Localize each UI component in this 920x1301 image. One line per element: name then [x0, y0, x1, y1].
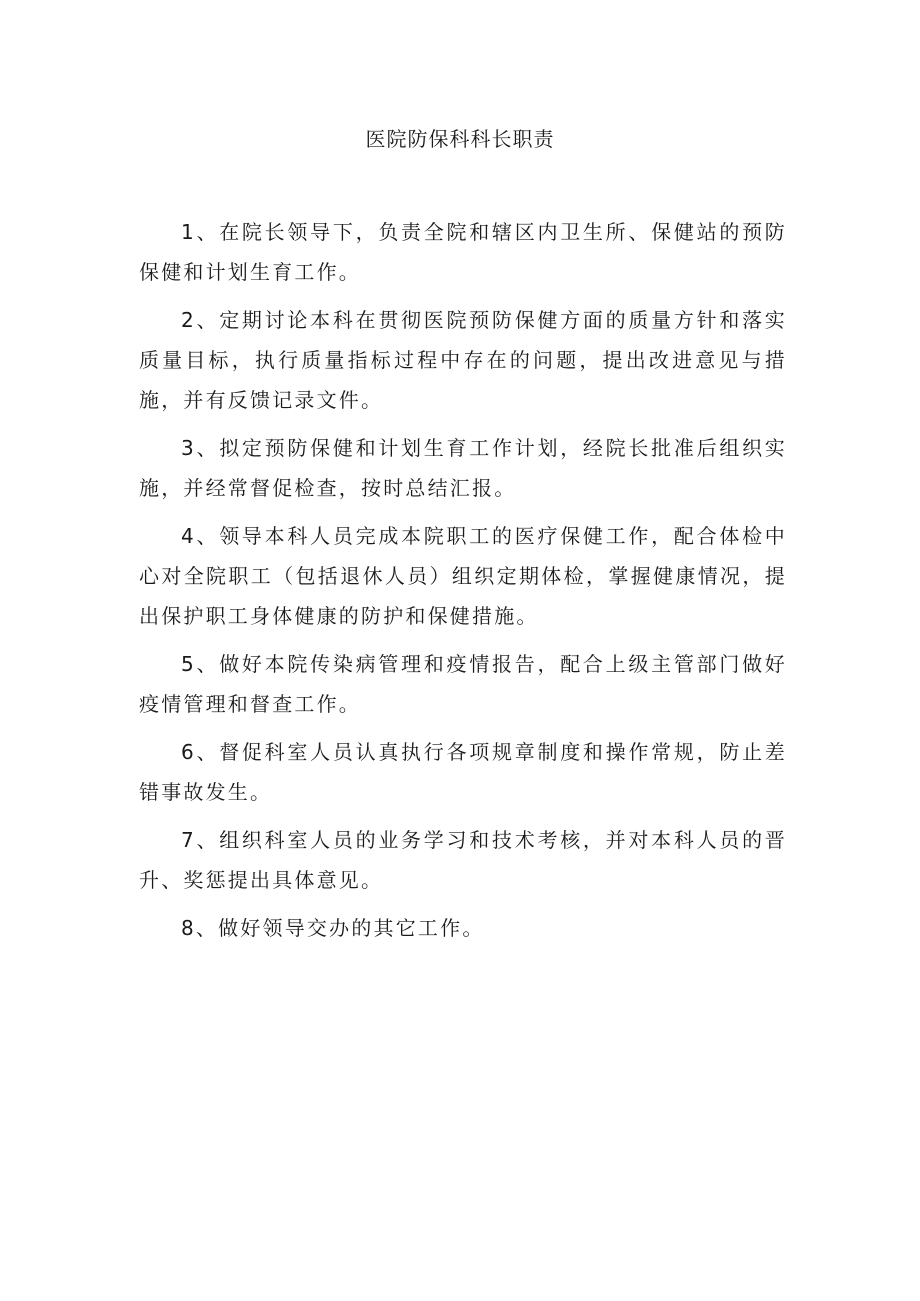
paragraph-4: 4、领导本科人员完成本院职工的医疗保健工作，配合体检中心对全院职工（包括退休人员）组织定期体检，掌握健康情况，提出保护职工身体健康的防护和保健措施。 — [139, 524, 787, 628]
paragraph-5: 5、做好本院传染病管理和疫情报告，配合上级主管部门做好疫情管理和督查工作。 — [139, 652, 787, 716]
paragraph-7: 7、组织科室人员的业务学习和技术考核，并对本科人员的晋升、奖惩提出具体意见。 — [139, 828, 787, 892]
paragraph-3: 3、拟定预防保健和计划生育工作计划，经院长批准后组织实施，并经常督促检查，按时总结汇报。 — [139, 436, 787, 500]
paragraph-8: 8、做好领导交办的其它工作。 — [181, 916, 485, 940]
paragraph-1: 1、在院长领导下，负责全院和辖区内卫生所、保健站的预防保健和计划生育工作。 — [139, 220, 787, 284]
document-body — [139, 212, 787, 956]
paragraph-6: 6、督促科室人员认真执行各项规章制度和操作常规，防止差错事故发生。 — [139, 740, 787, 804]
page-title: 医院防保科科长职责 — [365, 127, 555, 151]
paragraph-2: 2、定期讨论本科在贯彻医院预防保健方面的质量方针和落实质量目标，执行质量指标过程中存在的问题，提出改进意见与措施，并有反馈记录文件。 — [139, 308, 787, 412]
